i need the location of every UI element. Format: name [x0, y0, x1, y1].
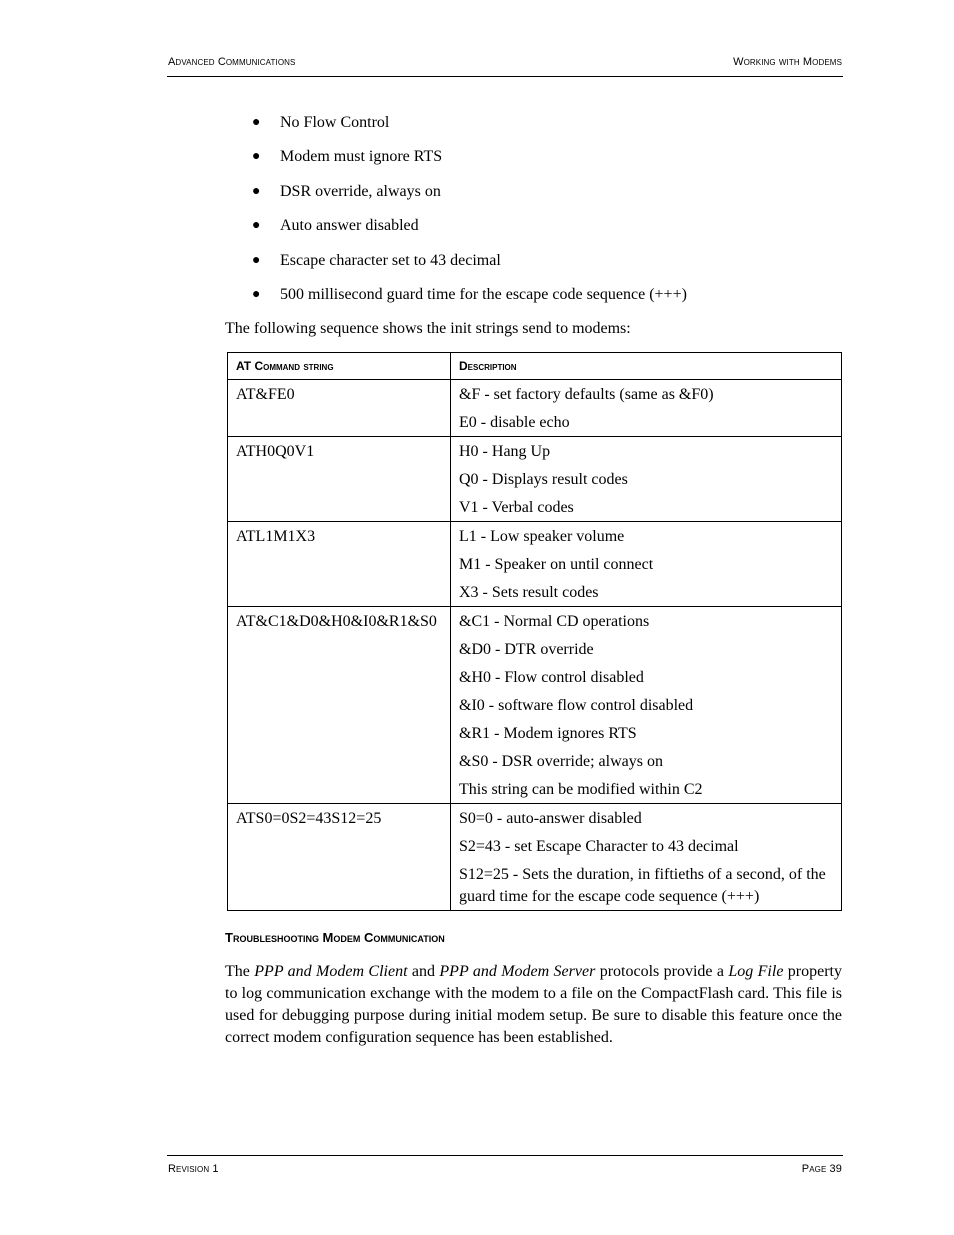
bullet-icon: ●: [252, 286, 261, 302]
at-command-table: [227, 352, 842, 911]
list-item: ● Escape character set to 43 decimal: [225, 250, 845, 284]
description-cell: [451, 522, 842, 607]
table-header-row: [228, 353, 842, 380]
description-line: E0 - disable echo: [459, 414, 570, 431]
description-line: &R1 - Modem ignores RTS: [459, 725, 637, 742]
description-line: L1 - Low speaker volume: [459, 528, 625, 545]
description-line: &F - set factory defaults (same as &F0): [459, 386, 714, 403]
description-line: &I0 - software flow control disabled: [459, 697, 694, 714]
command-cell: ATL1M1X3: [228, 522, 451, 607]
header-left: Advanced Communications: [168, 56, 296, 68]
intro-text: The following sequence shows the init strings send to modems:: [225, 320, 631, 337]
description-line: S2=43 - set Escape Character to 43 decimal: [459, 838, 739, 855]
page-footer: [167, 1155, 843, 1178]
command-cell: ATH0Q0V1: [228, 437, 451, 522]
column-header-command: AT Command string: [228, 353, 451, 380]
description-cell: [451, 380, 842, 437]
bullet-icon: ●: [252, 115, 261, 130]
page-header: [167, 56, 843, 77]
description-line: &D0 - DTR override: [459, 641, 594, 658]
description-line: Q0 - Displays result codes: [459, 471, 628, 488]
table-row: [228, 380, 842, 437]
list-item: ● Auto answer disabled: [225, 215, 845, 249]
description-line: &H0 - Flow control disabled: [459, 669, 644, 686]
description-line: This string can be modified within C2: [459, 781, 703, 798]
footer-page-number: Page 39: [801, 1163, 842, 1175]
feature-bullet-list: [225, 112, 845, 318]
description-line: M1 - Speaker on until connect: [459, 556, 654, 573]
log-file-property: Log File: [728, 963, 784, 980]
column-header-description: Description: [451, 353, 842, 380]
description-cell: [451, 804, 842, 911]
command-cell: AT&FE0: [228, 380, 451, 437]
description-line: &S0 - DSR override; always on: [459, 753, 663, 770]
table-row: [228, 522, 842, 607]
list-item: ● Modem must ignore RTS: [225, 146, 845, 180]
table-row: [228, 437, 842, 522]
description-line: S0=0 - auto-answer disabled: [459, 810, 642, 827]
bullet-icon: ●: [252, 149, 261, 165]
list-item: ● No Flow Control: [225, 112, 845, 146]
description-line: S12=25 - Sets the duration, in fiftieths of a second, of the guard time for the escape code sequence (+++): [459, 866, 826, 905]
description-line: X3 - Sets result codes: [459, 584, 599, 601]
section-heading: Troubleshooting Modem Communication: [225, 930, 445, 945]
command-cell: AT&C1&D0&H0&I0&R1&S0: [228, 607, 451, 804]
description-cell: [451, 607, 842, 804]
list-item: ● 500 millisecond guard time for the escape code sequence (+++): [225, 284, 845, 318]
command-cell: ATS0=0S2=43S12=25: [228, 804, 451, 911]
bullet-icon: ●: [252, 183, 261, 199]
description-cell: [451, 437, 842, 522]
client-protocol-name: PPP and Modem Client: [254, 963, 408, 980]
description-line: H0 - Hang Up: [459, 443, 551, 460]
description-line: V1 - Verbal codes: [459, 499, 574, 516]
list-item: ● DSR override, always on: [225, 181, 845, 215]
bullet-icon: ●: [252, 218, 261, 234]
table-row: [228, 804, 842, 911]
section-paragraph: The PPP and Modem Client and PPP and Modem Server protocols provide a Log File property to log communication exchange with the modem to a file on the CompactFlash card. This file is used for debugging purpose during initial modem setup. Be sure to disable this feature once the correct modem configuration sequence has been established.: [225, 963, 843, 1046]
header-right: Working with Modems: [733, 56, 842, 68]
bullet-icon: ●: [252, 252, 261, 268]
description-line: &C1 - Normal CD operations: [459, 613, 650, 630]
table-row: [228, 607, 842, 804]
server-protocol-name: PPP and Modem Server: [439, 963, 596, 980]
footer-revision: Revision 1: [168, 1163, 219, 1175]
